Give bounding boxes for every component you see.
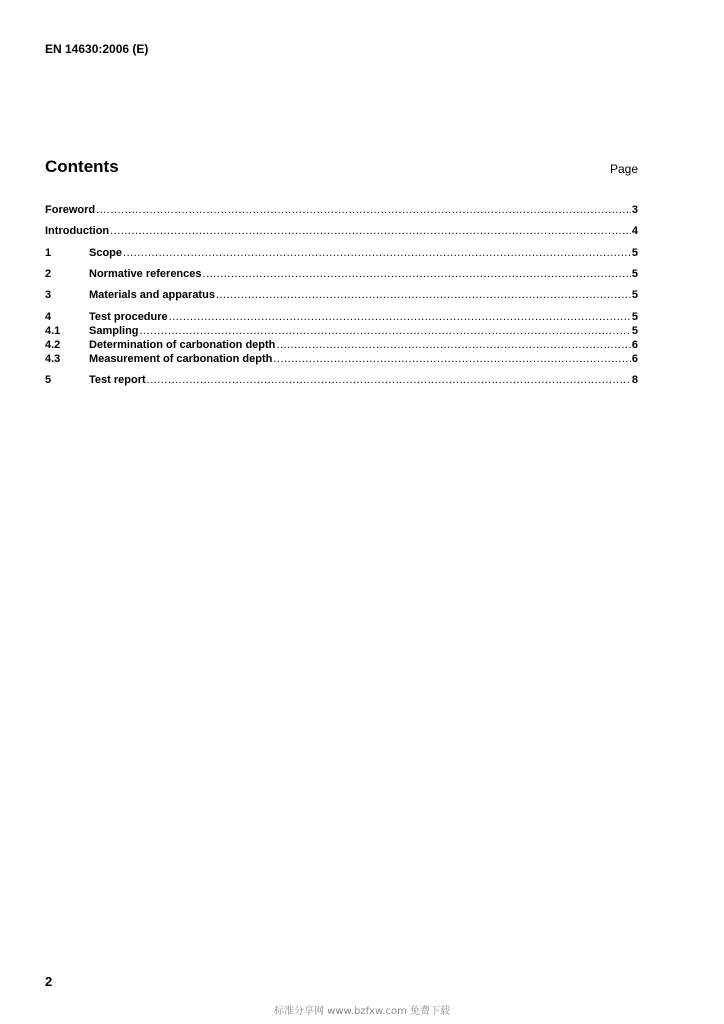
toc-entry-label: Scope	[89, 247, 123, 259]
toc-entry-label: Test report	[89, 374, 146, 386]
toc-entry-label: Test procedure	[89, 311, 168, 323]
toc-entry-label: Introduction	[45, 225, 110, 237]
toc-entry-number: 4.3	[45, 353, 61, 365]
toc-entry-page: 6	[631, 339, 638, 351]
toc-entry-page: 5	[631, 268, 638, 280]
toc-dot-leader	[276, 338, 630, 352]
toc-entry-page: 6	[631, 353, 638, 365]
toc-entry-test-report[interactable]	[45, 373, 638, 387]
toc-entry-page: 5	[631, 247, 638, 259]
document-header-id: EN 14630:2006 (E)	[45, 42, 149, 56]
toc-entry-materials-and-apparatus[interactable]	[45, 288, 638, 302]
toc-entry-determination-of-carbonation-depth[interactable]	[45, 338, 638, 352]
toc-entry-page: 5	[631, 289, 638, 301]
toc-dot-leader	[273, 352, 631, 366]
toc-dot-leader	[123, 246, 631, 260]
toc-entry-foreword[interactable]	[45, 203, 638, 217]
toc-entry-label: Normative references	[89, 268, 202, 280]
toc-entry-normative-references[interactable]	[45, 267, 638, 281]
page-number: 2	[45, 974, 53, 989]
toc-title: Contents	[45, 157, 119, 176]
toc-entry-number: 1	[45, 247, 52, 259]
toc-entry-introduction[interactable]	[45, 224, 638, 238]
toc-entry-number: 2	[45, 268, 52, 280]
toc-entry-label: Foreword	[45, 204, 96, 216]
toc-entry-page: 4	[631, 225, 638, 237]
toc-dot-leader	[147, 373, 631, 387]
toc-entry-page: 3	[631, 204, 638, 216]
toc-entry-label: Sampling	[89, 325, 139, 337]
toc-dot-leader	[110, 224, 631, 238]
toc-entry-number: 5	[45, 374, 52, 386]
toc-dot-leader	[140, 324, 631, 338]
toc-entry-sampling[interactable]	[45, 324, 638, 338]
toc-entry-number: 4.1	[45, 325, 61, 337]
toc-entry-test-procedure[interactable]	[45, 310, 638, 324]
footer-watermark: 标准分享网 www.bzfxw.com 免费下载	[274, 1006, 450, 1017]
toc-entry-number: 4.2	[45, 339, 61, 351]
toc-entry-page: 8	[631, 374, 638, 386]
toc-entry-label: Materials and apparatus	[89, 289, 215, 301]
toc-entry-number: 4	[45, 311, 52, 323]
toc-entry-number: 3	[45, 289, 52, 301]
toc-entry-measurement-of-carbonation-depth[interactable]	[45, 352, 638, 366]
toc-entry-page: 5	[631, 325, 638, 337]
toc-entry-page: 5	[631, 311, 638, 323]
toc-entry-label: Measurement of carbonation depth	[89, 353, 273, 365]
toc-dot-leader	[96, 203, 631, 217]
toc-page-column-label: Page	[609, 162, 638, 176]
toc-dot-leader	[169, 310, 631, 324]
toc-entry-label: Determination of carbonation depth	[89, 339, 276, 351]
toc-entry-scope[interactable]	[45, 246, 638, 260]
toc-dot-leader	[203, 267, 631, 281]
toc-dot-leader	[216, 288, 631, 302]
